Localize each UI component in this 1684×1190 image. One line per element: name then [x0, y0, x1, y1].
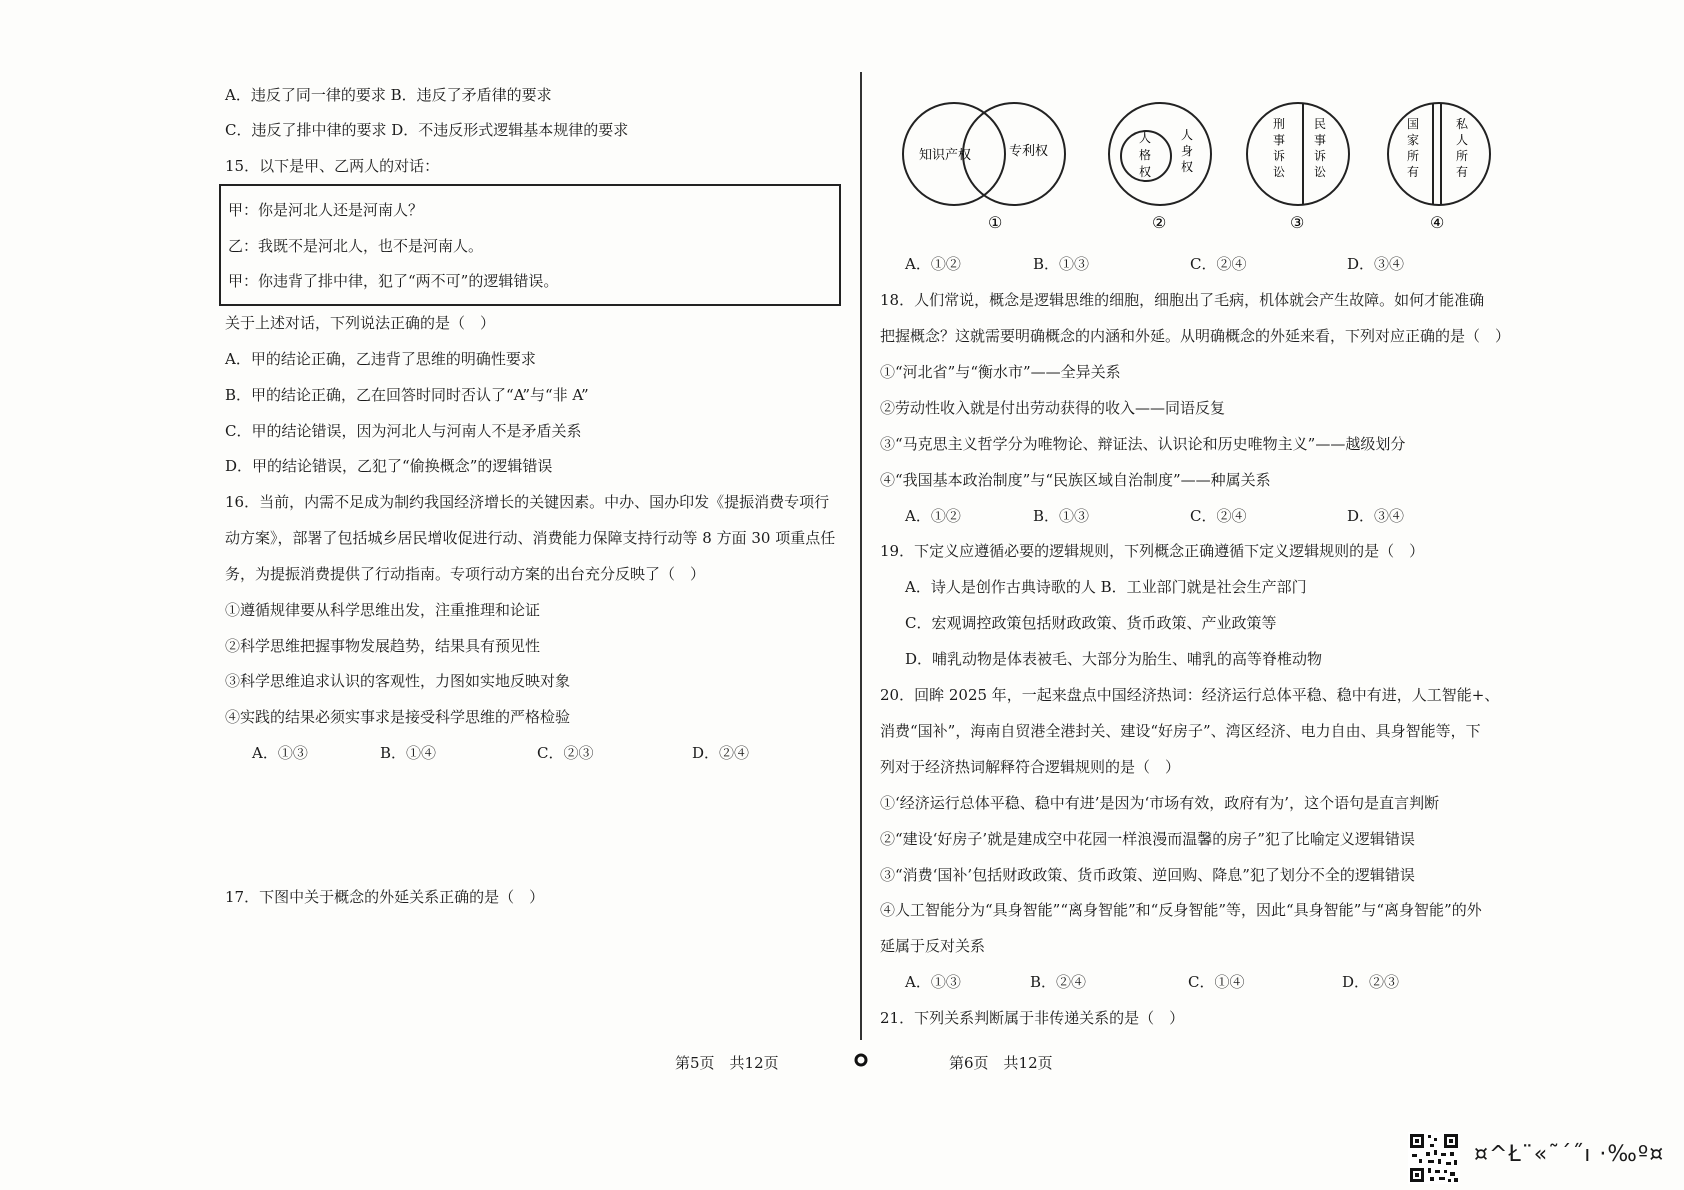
page-divider [860, 72, 862, 1040]
q18-item: ③“马克思主义哲学分为唯物论、辩证法、认识论和历史唯物主义”——越级划分 [880, 435, 1406, 453]
q15-dialog-line: 甲：你是河北人还是河南人？ [228, 201, 424, 219]
q14-option-cd: C．违反了排中律的要求 D．不违反形式逻辑基本规律的要求 [225, 121, 629, 139]
diagram-4-right-char: 私 [1456, 117, 1469, 131]
diagram-2-outer-char: 人 [1181, 128, 1194, 142]
q17-choice: A．①② [905, 255, 961, 273]
q15-option: A．甲的结论正确，乙违背了思维的明确性要求 [225, 350, 536, 368]
q20-choice: C．①④ [1188, 973, 1245, 991]
binding-hole-icon [854, 1053, 868, 1067]
q19-stem: 19．下定义应遵循必要的逻辑规则，下列概念正确遵循下定义逻辑规则的是（ ） [880, 542, 1425, 560]
q15-question: 关于上述对话，下列说法正确的是（ ） [225, 314, 496, 332]
diagram-3-right-char: 民 [1314, 117, 1327, 131]
diagram-4-right-char: 有 [1456, 165, 1469, 179]
diagram-3-left-char: 刑 [1273, 117, 1286, 131]
diagram-2-inner-char: 权 [1139, 165, 1152, 179]
diagram-4-left-char: 所 [1407, 149, 1420, 163]
diagram-2-inner-char: 人 [1139, 131, 1152, 145]
diagram-3-right-char: 讼 [1314, 165, 1327, 179]
q15-dialog-line: 乙：我既不是河北人，也不是河南人。 [228, 237, 484, 255]
q18-item: ②劳动性收入就是付出劳动获得的收入——同语反复 [880, 399, 1226, 417]
diagram-4-right-char: 人 [1456, 133, 1469, 147]
q18-choice: C．②④ [1190, 507, 1247, 525]
q18-item: ④“我国基本政治制度”与“民族区域自治制度”——种属关系 [880, 471, 1271, 489]
q17-stem: 17．下图中关于概念的外延关系正确的是（ ） [225, 888, 545, 906]
diagram-4-number: ④ [1430, 213, 1445, 232]
q15-option: B．甲的结论正确，乙在回答时同时否认了“A”与“非 A” [225, 386, 589, 404]
q20-item: ④人工智能分为“具身智能”“离身智能”和“反身智能”等，因此“具身智能”与“离身智能”的外 [880, 901, 1482, 919]
q20-choice: B．②④ [1030, 973, 1087, 991]
q18-choice: B．①③ [1033, 507, 1090, 525]
page-number-left: 第5页 共12页 [675, 1054, 779, 1072]
diagram-1-left-label: 知识产权 [919, 148, 972, 163]
q19-option: A．诗人是创作古典诗歌的人 B．工业部门就是社会生产部门 [905, 578, 1307, 596]
q16-choice: D．②④ [692, 744, 750, 762]
q20-stem-line: 消费“国补”，海南自贸港全港封关、建设“好房子”、湾区经济、电力自由、具身智能等，下 [880, 722, 1481, 740]
page-number-right: 第6页 共12页 [949, 1054, 1053, 1072]
concept-relation-diagrams [890, 92, 1510, 234]
q14-option-ab: A．违反了同一律的要求 B．违反了矛盾律的要求 [225, 86, 552, 104]
q17-choice: B．①③ [1033, 255, 1090, 273]
qr-code [1408, 1132, 1460, 1184]
q16-choice: B．①④ [380, 744, 437, 762]
q15-option: C．甲的结论错误，因为河北人与河南人不是矛盾关系 [225, 422, 582, 440]
q18-choice: D．③④ [1347, 507, 1405, 525]
q20-choice: D．②③ [1342, 973, 1400, 991]
q15-stem: 15．以下是甲、乙两人的对话： [225, 157, 440, 175]
diagram-4-band [1388, 103, 1490, 232]
diagram-3-right-char: 诉 [1314, 149, 1327, 163]
q20-item: ①‘经济运行总体平稳、稳中有进’是因为‘市场有效，政府有为’，这个语句是直言判断 [880, 794, 1440, 812]
q16-stem-line: 务，为提振消费提供了行动指南。专项行动方案的出台充分反映了（ ） [225, 565, 706, 583]
diagram-2-nested [1109, 103, 1211, 232]
diagram-1-overlap [903, 103, 1065, 232]
q16-item: ②科学思维把握事物发展趋势，结果具有预见性 [225, 637, 541, 655]
diagram-2-outer-char: 身 [1181, 144, 1194, 158]
q17-choice: C．②④ [1190, 255, 1247, 273]
diagram-3-number: ③ [1290, 213, 1305, 232]
diagram-4-left-char: 家 [1407, 133, 1420, 147]
diagram-3-right-char: 事 [1314, 133, 1327, 147]
q17-choice: D．③④ [1347, 255, 1405, 273]
diagram-3-left-char: 事 [1273, 133, 1286, 147]
q16-item: ④实践的结果必须实事求是接受科学思维的严格检验 [225, 708, 571, 726]
q16-item: ①遵循规律要从科学思维出发，注重推理和论证 [225, 601, 541, 619]
q21-stem: 21．下列关系判断属于非传递关系的是（ ） [880, 1009, 1185, 1027]
q18-choice: A．①② [905, 507, 961, 525]
diagram-4-left-char: 国 [1407, 117, 1420, 131]
q16-stem-line: 16．当前，内需不足成为制约我国经济增长的关键因素。中办、国办印发《提振消费专项行 [225, 493, 830, 511]
q16-item: ③科学思维追求认识的客观性，力图如实地反映对象 [225, 672, 571, 690]
diagram-4-left-char: 有 [1407, 165, 1420, 179]
diagram-1-number: ① [988, 213, 1003, 232]
q16-choice: A．①③ [252, 744, 308, 762]
diagram-2-number: ② [1152, 213, 1167, 232]
diagram-2-outer-char: 权 [1181, 160, 1194, 174]
diagram-4-right-char: 所 [1456, 149, 1469, 163]
q15-option: D．甲的结论错误，乙犯了“偷换概念”的逻辑错误 [225, 457, 553, 475]
diagram-3-left-char: 讼 [1273, 165, 1286, 179]
q18-stem-line: 把握概念？这就需要明确概念的内涵和外延。从明确概念的外延来看，下列对应正确的是（ ） [880, 327, 1511, 345]
q20-item: ③“消费‘国补’包括财政政策、货币政策、逆回购、降息”犯了划分不全的逻辑错误 [880, 866, 1415, 884]
diagram-1-right-label: 专利权 [1009, 144, 1049, 159]
watermark-text: ¤^Ł¨«˜ˊ˝ı ·‰º¤ [1474, 1142, 1665, 1167]
q20-item: ②“建设‘好房子’就是建成空中花园一样浪漫而温馨的房子”犯了比喻定义逻辑错误 [880, 830, 1415, 848]
diagram-3-split [1247, 103, 1349, 232]
q15-dialog-line: 甲：你违背了排中律，犯了“两不可”的逻辑错误。 [228, 272, 559, 290]
diagram-3-left-char: 诉 [1273, 149, 1286, 163]
q20-stem-line: 列对于经济热词解释符合逻辑规则的是（ ） [880, 758, 1181, 776]
q16-stem-line: 动方案》，部署了包括城乡居民增收促进行动、消费能力保障支持行动等 8 方面 30 项重点任 [225, 529, 836, 547]
q19-option: C．宏观调控政策包括财政政策、货币政策、产业政策等 [905, 614, 1277, 632]
diagram-2-inner-char: 格 [1139, 148, 1152, 162]
q16-choice: C．②③ [537, 744, 594, 762]
q20-stem-line: 20．回眸 2025 年，一起来盘点中国经济热词：经济运行总体平稳、稳中有进，人工智能+、 [880, 686, 1500, 704]
q20-item: 延属于反对关系 [880, 937, 986, 955]
q19-option: D．哺乳动物是体表被毛、大部分为胎生、哺乳的高等脊椎动物 [905, 650, 1323, 668]
q20-choice: A．①③ [905, 973, 961, 991]
q18-stem-line: 18．人们常说，概念是逻辑思维的细胞，细胞出了毛病，机体就会产生故障。如何才能准确 [880, 291, 1485, 309]
q18-item: ①“河北省”与“衡水市”——全异关系 [880, 363, 1121, 381]
